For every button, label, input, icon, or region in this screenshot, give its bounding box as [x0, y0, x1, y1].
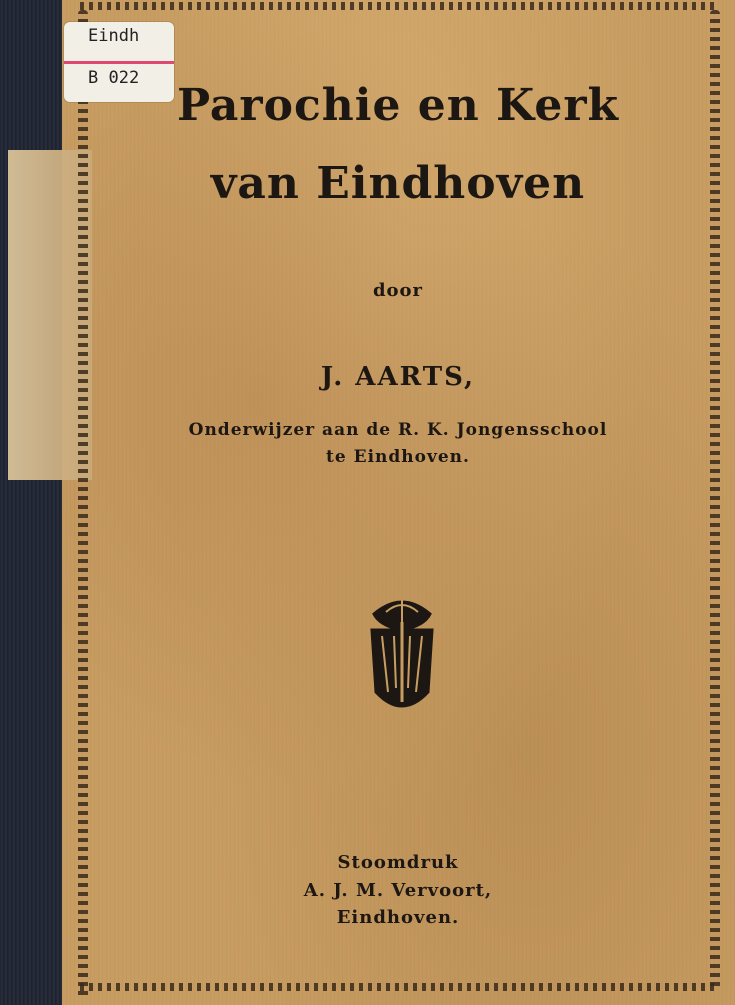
decorative-border-bottom — [80, 983, 715, 991]
library-label-stripe — [64, 61, 174, 64]
book-title-line2: van Eindhoven — [210, 158, 586, 209]
publisher-line1: Stoomdruk — [337, 852, 459, 873]
author-occupation-line1: Onderwijzer aan de R. K. Jongensschool — [188, 420, 608, 440]
decorative-border-top — [80, 2, 715, 10]
book-title-line1: Parochie en Kerk — [177, 80, 619, 131]
byline: door — [372, 280, 424, 301]
decorative-border-right — [710, 10, 720, 990]
author-name: J. AARTS, — [320, 362, 476, 392]
publisher-line2: A. J. M. Vervoort, — [303, 880, 493, 901]
library-label-location: Eindh — [88, 26, 140, 46]
author-occupation-line2: te Eindhoven. — [326, 447, 470, 467]
library-label-shelfmark: B 022 — [88, 68, 140, 88]
decorative-border-left — [78, 10, 88, 1000]
publisher-line3: Eindhoven. — [336, 907, 460, 928]
art-nouveau-flower-emblem-icon — [366, 592, 438, 720]
